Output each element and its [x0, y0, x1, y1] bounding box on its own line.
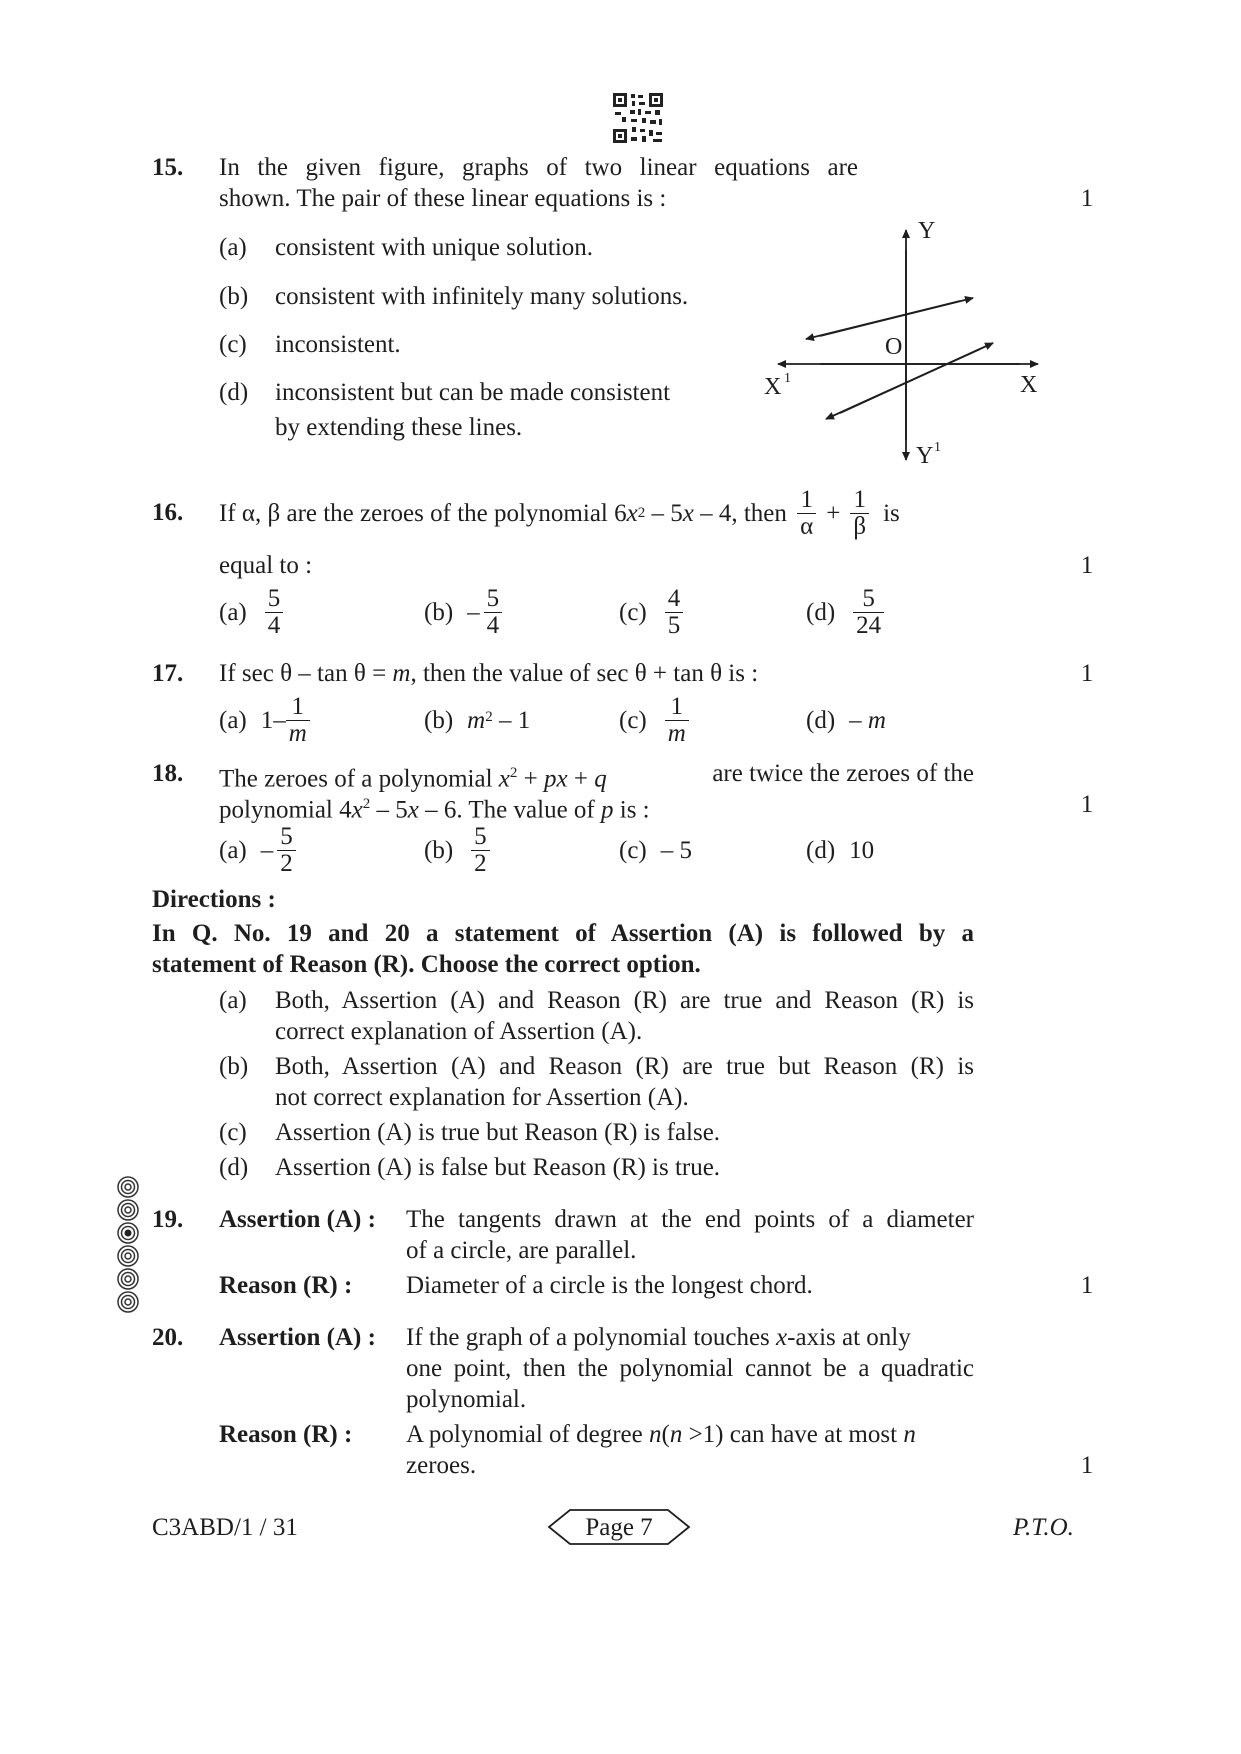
question-number: 18.	[152, 760, 184, 787]
spiral-mark-icon	[117, 1199, 139, 1221]
page-number: Page 7	[585, 1514, 653, 1541]
spiral-mark-icon	[117, 1222, 139, 1244]
axis-label-origin: O	[885, 334, 903, 360]
option-b: (b) – $\frac{5}{4}$	[424, 582, 506, 642]
option-text: not correct explanation for Assertion (A).	[275, 1084, 689, 1111]
question-number: 15.	[152, 154, 184, 181]
axis-label-x: X	[1020, 372, 1038, 398]
option-text: Both, Assertion (A) and Reason (R) are true but Reason (R) is	[275, 1053, 974, 1080]
qr-code	[612, 92, 664, 144]
option-b: (b) m 2 – 1	[424, 706, 531, 734]
assertion-label: Assertion (A) :	[219, 1324, 376, 1351]
marks: 1	[1080, 185, 1094, 212]
option-label: (b)	[219, 283, 249, 310]
option-a: (a) 1– $\frac{1}{m}$	[219, 690, 314, 750]
paper-code: C3ABD/1 / 31	[152, 1514, 298, 1541]
graph-line-lower-back	[826, 349, 980, 419]
question-number: 19.	[152, 1206, 184, 1233]
reason-text: Diameter of a circle is the longest chord.	[406, 1272, 813, 1299]
option-c: (c) $\frac{4}{5}$	[619, 582, 687, 642]
option-d: (d) $\frac{5}{24}$	[806, 582, 888, 642]
option-text: Both, Assertion (A) and Reason (R) are true and Reason (R) is	[275, 987, 974, 1014]
linear-graph-figure	[760, 220, 1060, 470]
graph-line-upper-back	[806, 301, 960, 339]
marks: 1	[1080, 1272, 1094, 1299]
question-text: shown. The pair of these linear equations is :	[219, 185, 667, 212]
assertion-text: one point, then the polynomial cannot be a quadratic	[406, 1355, 974, 1382]
option-label: (a)	[219, 234, 247, 261]
assertion-text: of a circle, are parallel.	[406, 1237, 637, 1264]
question-text: The zeroes of a polynomial $x^2$ + px + q are twice the zeroes of the	[219, 760, 974, 793]
option-text: Assertion (A) is false but Reason (R) is true.	[275, 1154, 721, 1181]
option-text: Assertion (A) is true but Reason (R) is false.	[275, 1119, 721, 1146]
axis-label-y1-sup: 1	[934, 440, 941, 455]
option-label: (d)	[219, 1154, 249, 1181]
option-text: consistent with unique solution.	[275, 234, 594, 261]
reason-text: zeroes.	[406, 1452, 477, 1479]
question-number: 17.	[152, 660, 184, 687]
spiral-mark-icon	[117, 1291, 139, 1313]
option-b: (b) $\frac{5}{2}$	[424, 820, 494, 880]
question-text: In the given figure, graphs of two linear equations are	[219, 154, 858, 181]
reason-label: Reason (R) :	[219, 1272, 353, 1299]
assertion-label: Assertion (A) :	[219, 1206, 376, 1233]
fraction: $\frac{1}{\beta}$	[850, 487, 869, 540]
option-c: (c) $\frac{1}{m}$	[619, 690, 693, 750]
axis-label-y1: Y	[916, 443, 934, 469]
axis-label-y: Y	[918, 220, 936, 244]
option-a: (a) – $\frac{5}{2}$	[219, 820, 300, 880]
option-label: (b)	[219, 1053, 249, 1080]
reason-label: Reason (R) :	[219, 1421, 353, 1448]
option-d: (d) 10	[806, 836, 875, 864]
fraction: $\frac{1}{\alpha}$	[797, 487, 816, 540]
marks: 1	[1080, 791, 1094, 818]
axis-label-x1-sup: 1	[784, 371, 791, 386]
question-text: polynomial $4x^2 - 5x - 6$. The value of p is :	[219, 796, 650, 824]
option-d: (d) – m	[806, 706, 886, 734]
marks: 1	[1080, 1452, 1094, 1479]
question-number: 20.	[152, 1324, 184, 1351]
spiral-mark-icon	[117, 1176, 139, 1198]
directions-text: In Q. No. 19 and 20 a statement of Assertion (A) is followed by a	[152, 920, 974, 947]
question-text: If α, β are the zeroes of the polynomial 6 x 2 – 5 x – 4, then $\frac{1}{\alpha}$ + $\frac{1}{\beta}$ is	[219, 485, 900, 540]
option-label: (a)	[219, 987, 247, 1014]
option-text: consistent with infinitely many solutions.	[275, 283, 689, 310]
marks: 1	[1080, 552, 1094, 579]
option-a: (a) $\frac{5}{4}$	[219, 582, 287, 642]
option-label: (d)	[219, 379, 249, 406]
marks: 1	[1080, 660, 1094, 687]
reason-text: A polynomial of degree n(n >1) can have at most n	[406, 1421, 916, 1448]
option-label: (c)	[219, 331, 247, 358]
assertion-text: polynomial.	[406, 1386, 527, 1413]
option-text: inconsistent.	[275, 331, 401, 358]
option-label: (c)	[219, 1119, 247, 1146]
spiral-mark-icon	[117, 1245, 139, 1267]
assertion-text: If the graph of a polynomial touches x-axis at only	[406, 1324, 911, 1351]
assertion-text: The tangents drawn at the end points of a diameter	[406, 1206, 974, 1233]
option-c: (c) – 5	[619, 836, 692, 864]
question-text: If sec θ – tan θ = m, then the value of sec θ + tan θ is :	[219, 660, 759, 687]
pto-label: P.T.O.	[1013, 1514, 1074, 1541]
option-text: by extending these lines.	[275, 414, 523, 441]
spiral-mark-icon	[117, 1268, 139, 1290]
question-number: 16.	[152, 499, 184, 526]
option-text: inconsistent but can be made consistent	[275, 379, 671, 406]
axis-label-x1: X	[764, 374, 782, 400]
directions-heading: Directions :	[152, 886, 276, 913]
directions-text: statement of Reason (R). Choose the correct option.	[152, 951, 701, 978]
option-text: correct explanation of Assertion (A).	[275, 1018, 643, 1045]
question-text: equal to :	[219, 552, 313, 579]
page-number-badge	[546, 1502, 692, 1552]
